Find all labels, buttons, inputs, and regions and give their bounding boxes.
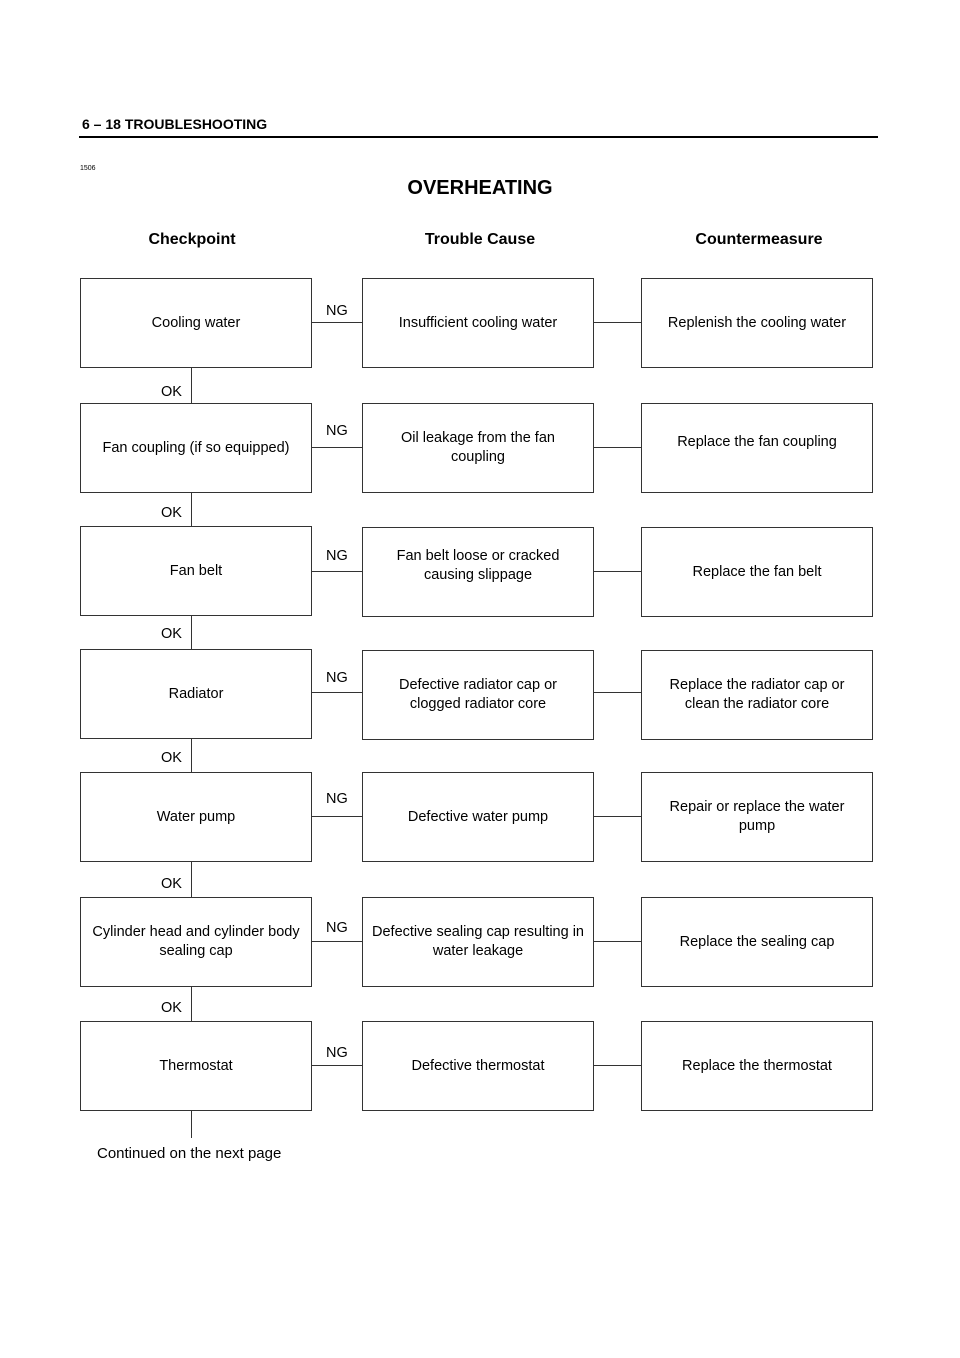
ok-connector (191, 862, 192, 897)
ng-label: NG (326, 303, 348, 319)
ok-label: OK (161, 1000, 182, 1016)
ok-label: OK (161, 626, 182, 642)
cause-measure-connector (594, 1065, 641, 1066)
countermeasure-label: Replace the radiator cap or clean the radiator core (669, 677, 845, 712)
checkpoint-label: Cylinder head and cylinder body sealing cap (92, 924, 300, 959)
ok-label: OK (161, 384, 182, 400)
cause-box (362, 772, 594, 862)
checkpoint-label: Radiator (168, 685, 224, 702)
ok-label: OK (161, 750, 182, 766)
checkpoint-box (80, 403, 312, 493)
continued-note: Continued on the next page (97, 1145, 282, 1162)
ok-label: OK (161, 876, 182, 892)
ng-label: NG (326, 423, 348, 439)
cause-measure-connector (594, 571, 641, 572)
cause-label: Fan belt loose or cracked causing slippage (396, 548, 560, 583)
countermeasure-box (641, 403, 873, 493)
checkpoint-box (80, 772, 312, 862)
countermeasure-label: Replace the fan coupling (677, 433, 837, 450)
page-code: 1506 (80, 165, 96, 172)
countermeasure-label: Repair or replace the water pump (669, 799, 845, 834)
cause-box (362, 278, 594, 368)
countermeasure-label: Replace the thermostat (682, 1057, 832, 1074)
cause-box (362, 1021, 594, 1111)
checkpoint-box (80, 278, 312, 368)
ok-label: OK (161, 505, 182, 521)
ng-label: NG (326, 791, 348, 807)
cause-measure-connector (594, 447, 641, 448)
checkpoint-box (80, 897, 312, 987)
ng-connector (312, 816, 362, 817)
page-header: 6 – 18 TROUBLESHOOTING (82, 116, 268, 132)
ok-connector (191, 616, 192, 649)
cause-measure-connector (594, 941, 641, 942)
ng-label: NG (326, 920, 348, 936)
cause-box (362, 527, 594, 617)
countermeasure-box (641, 897, 873, 987)
cause-box (362, 650, 594, 740)
countermeasure-box (641, 278, 873, 368)
checkpoint-box (80, 649, 312, 739)
cause-measure-connector (594, 692, 641, 693)
ok-connector (191, 368, 192, 403)
cause-label: Defective sealing cap resulting in water leakage (372, 924, 584, 959)
column-header-checkpoint: Checkpoint (148, 231, 236, 248)
checkpoint-label: Water pump (156, 808, 236, 825)
ng-connector (312, 941, 362, 942)
ng-connector (312, 1065, 362, 1066)
ng-connector (312, 322, 362, 323)
ok-connector (191, 987, 192, 1021)
ok-connector (191, 493, 192, 526)
countermeasure-box (641, 527, 873, 617)
ng-connector (312, 447, 362, 448)
header-rule (79, 136, 878, 138)
countermeasure-box (641, 772, 873, 862)
cause-box (362, 403, 594, 493)
checkpoint-label: Thermostat (159, 1057, 233, 1074)
countermeasure-box (641, 650, 873, 740)
cause-measure-connector (594, 816, 641, 817)
checkpoint-label: Cooling water (151, 314, 241, 331)
countermeasure-label: Replenish the cooling water (667, 314, 847, 331)
cause-label: Defective thermostat (411, 1057, 545, 1074)
cause-label: Oil leakage from the fan coupling (401, 430, 555, 465)
ng-label: NG (326, 548, 348, 564)
page-title: OVERHEATING (407, 177, 553, 199)
ng-label: NG (326, 670, 348, 686)
checkpoint-label: Fan belt (169, 562, 223, 579)
column-header-countermeasure: Countermeasure (695, 231, 823, 248)
cause-box (362, 897, 594, 987)
ng-connector (312, 571, 362, 572)
cause-label: Defective water pump (407, 808, 549, 825)
checkpoint-box (80, 1021, 312, 1111)
cause-label: Defective radiator cap or clogged radiator core (399, 677, 557, 712)
countermeasure-box (641, 1021, 873, 1111)
cause-measure-connector (594, 322, 641, 323)
countermeasure-label: Replace the fan belt (692, 563, 822, 580)
continuation-connector (191, 1111, 192, 1138)
checkpoint-label: Fan coupling (if so equipped) (102, 439, 290, 456)
ng-label: NG (326, 1045, 348, 1061)
checkpoint-box (80, 526, 312, 616)
ok-connector (191, 739, 192, 772)
cause-label: Insufficient cooling water (398, 314, 558, 331)
column-header-trouble-cause: Trouble Cause (424, 231, 536, 248)
ng-connector (312, 692, 362, 693)
countermeasure-label: Replace the sealing cap (679, 933, 835, 950)
